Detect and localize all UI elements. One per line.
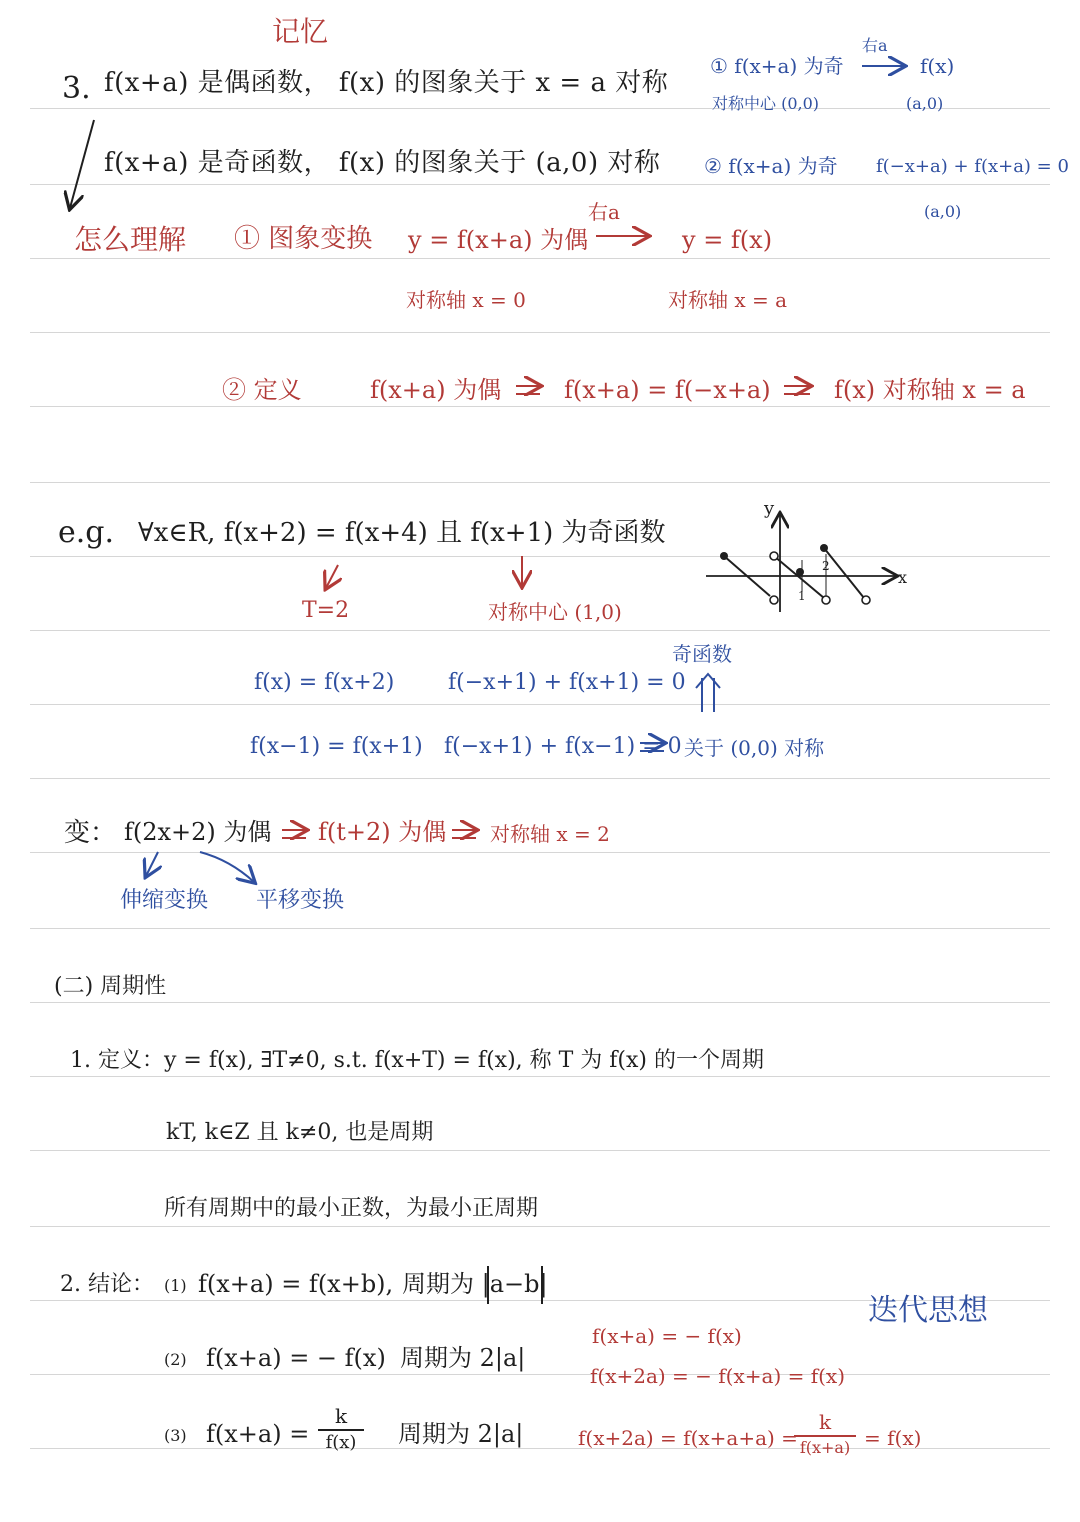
c2-equation: f(x+a) = − f(x)	[206, 1344, 386, 1372]
method1-fx: y = f(x)	[682, 226, 773, 254]
bian-t-even: f(t+2) 为偶	[318, 818, 447, 846]
work-numerator: k	[818, 1410, 832, 1434]
work-line3-rhs: = f(x)	[864, 1426, 922, 1450]
item-number: 3.	[62, 71, 91, 106]
method2-equation: f(x+a) = f(−x+a)	[564, 376, 771, 404]
bian-axis: 对称轴 x = 2	[490, 822, 610, 846]
conclusion-label: 2. 结论：	[60, 1272, 154, 1297]
work-line1: f(x+a) = − f(x)	[592, 1324, 742, 1348]
min-period-text: 所有周期中的最小正数，为最小正周期	[164, 1196, 539, 1221]
eg-label: e.g.	[58, 515, 115, 550]
note2-center: (a,0)	[924, 202, 962, 221]
axis-xa: 对称轴 x = a	[668, 288, 788, 312]
c2-label: (2)	[164, 1350, 187, 1369]
graph-tick-1: 1	[798, 589, 806, 603]
axis-x0: 对称轴 x = 0	[406, 288, 526, 312]
iteration-idea: 迭代思想	[868, 1293, 988, 1328]
graph-y-label: y	[764, 498, 775, 519]
method2-axis: f(x) 对称轴 x = a	[834, 376, 1026, 404]
note1-center-shift: (a,0)	[906, 94, 944, 113]
eg-r2-conclusion: 关于 (0,0) 对称	[684, 736, 825, 760]
graph-tick-2: 2	[822, 559, 830, 573]
c3-label: (3)	[164, 1426, 187, 1445]
odd-statement: f(x+a) 是奇函数， f(x) 的图象关于 (a,0) 对称	[104, 148, 661, 178]
kt-text: kT, k∈Z 且 k≠0, 也是周期	[166, 1120, 434, 1145]
eg-r2-right: f(−x+1) + f(x−1) = 0	[444, 734, 682, 759]
note1-odd: ① f(x+a) 为奇	[710, 54, 844, 78]
eg-statement: ∀x∈R, f(x+2) = f(x+4) 且 f(x+1) 为奇函数	[138, 518, 666, 548]
method2-label: ② 定义	[222, 376, 302, 404]
c2-period: 周期为 2|a|	[400, 1344, 526, 1372]
jiyi-label: 记忆	[272, 15, 329, 48]
work-fraction	[794, 1412, 856, 1456]
method1-even: y = f(x+a) 为偶	[408, 226, 589, 254]
zenme-lijie: 怎么理解	[74, 223, 187, 256]
method2-even: f(x+a) 为偶	[370, 376, 502, 404]
method1-arrow-label: 右a	[588, 200, 620, 224]
c3-period: 周期为 2|a|	[398, 1420, 524, 1448]
work-line3-lhs: f(x+2a) = f(x+a+a) =	[578, 1426, 798, 1450]
c1-period: 周期为 |a−b|	[402, 1270, 548, 1298]
method1-label: ① 图象变换	[234, 224, 373, 254]
note2-odd: ② f(x+a) 为奇	[704, 154, 838, 178]
arrow-down-left-black	[70, 120, 94, 208]
even-statement: f(x+a) 是偶函数， f(x) 的图象关于 x = a 对称	[104, 68, 669, 98]
c3-numerator: k	[334, 1404, 348, 1428]
note1-center: 对称中心 (0,0)	[712, 94, 820, 113]
work-denominator: f(x+a)	[799, 1438, 851, 1457]
work-line2: f(x+2a) = − f(x+a) = f(x)	[590, 1364, 846, 1388]
eg-center: 对称中心 (1,0)	[488, 600, 622, 624]
c1-equation: f(x+a) = f(x+b),	[198, 1270, 394, 1298]
note1-fx: f(x)	[920, 54, 955, 78]
eg-period: T=2	[302, 598, 350, 623]
c3-denominator: f(x)	[325, 1432, 357, 1453]
note2-equation: f(−x+a) + f(x+a) = 0	[876, 156, 1069, 177]
note1-arrow-label: 右a	[862, 36, 888, 55]
bian-label: 变：	[64, 818, 117, 848]
definition-text: y = f(x), ∃T≠0, s.t. f(x+T) = f(x), 称 T 为 f(x) 的一个周期	[164, 1048, 764, 1073]
bian-shift: 平移变换	[256, 888, 345, 913]
eg-r1-right: f(−x+1) + f(x+1) = 0	[448, 670, 686, 695]
c3-fraction	[318, 1406, 364, 1452]
eg-r2-left: f(x−1) = f(x+1)	[250, 734, 423, 759]
section-heading: (二) 周期性	[54, 974, 167, 999]
eg-odd-label: 奇函数	[672, 642, 732, 666]
eg-r1-left: f(x) = f(x+2)	[254, 670, 395, 695]
bian-even: f(2x+2) 为偶	[124, 818, 272, 846]
c3-lhs: f(x+a) =	[206, 1420, 310, 1448]
definition-label: 1. 定义：	[70, 1048, 164, 1073]
graph-x-label: x	[898, 568, 908, 587]
bian-scale: 伸缩变换	[120, 888, 209, 913]
c1-label: (1)	[164, 1276, 187, 1295]
